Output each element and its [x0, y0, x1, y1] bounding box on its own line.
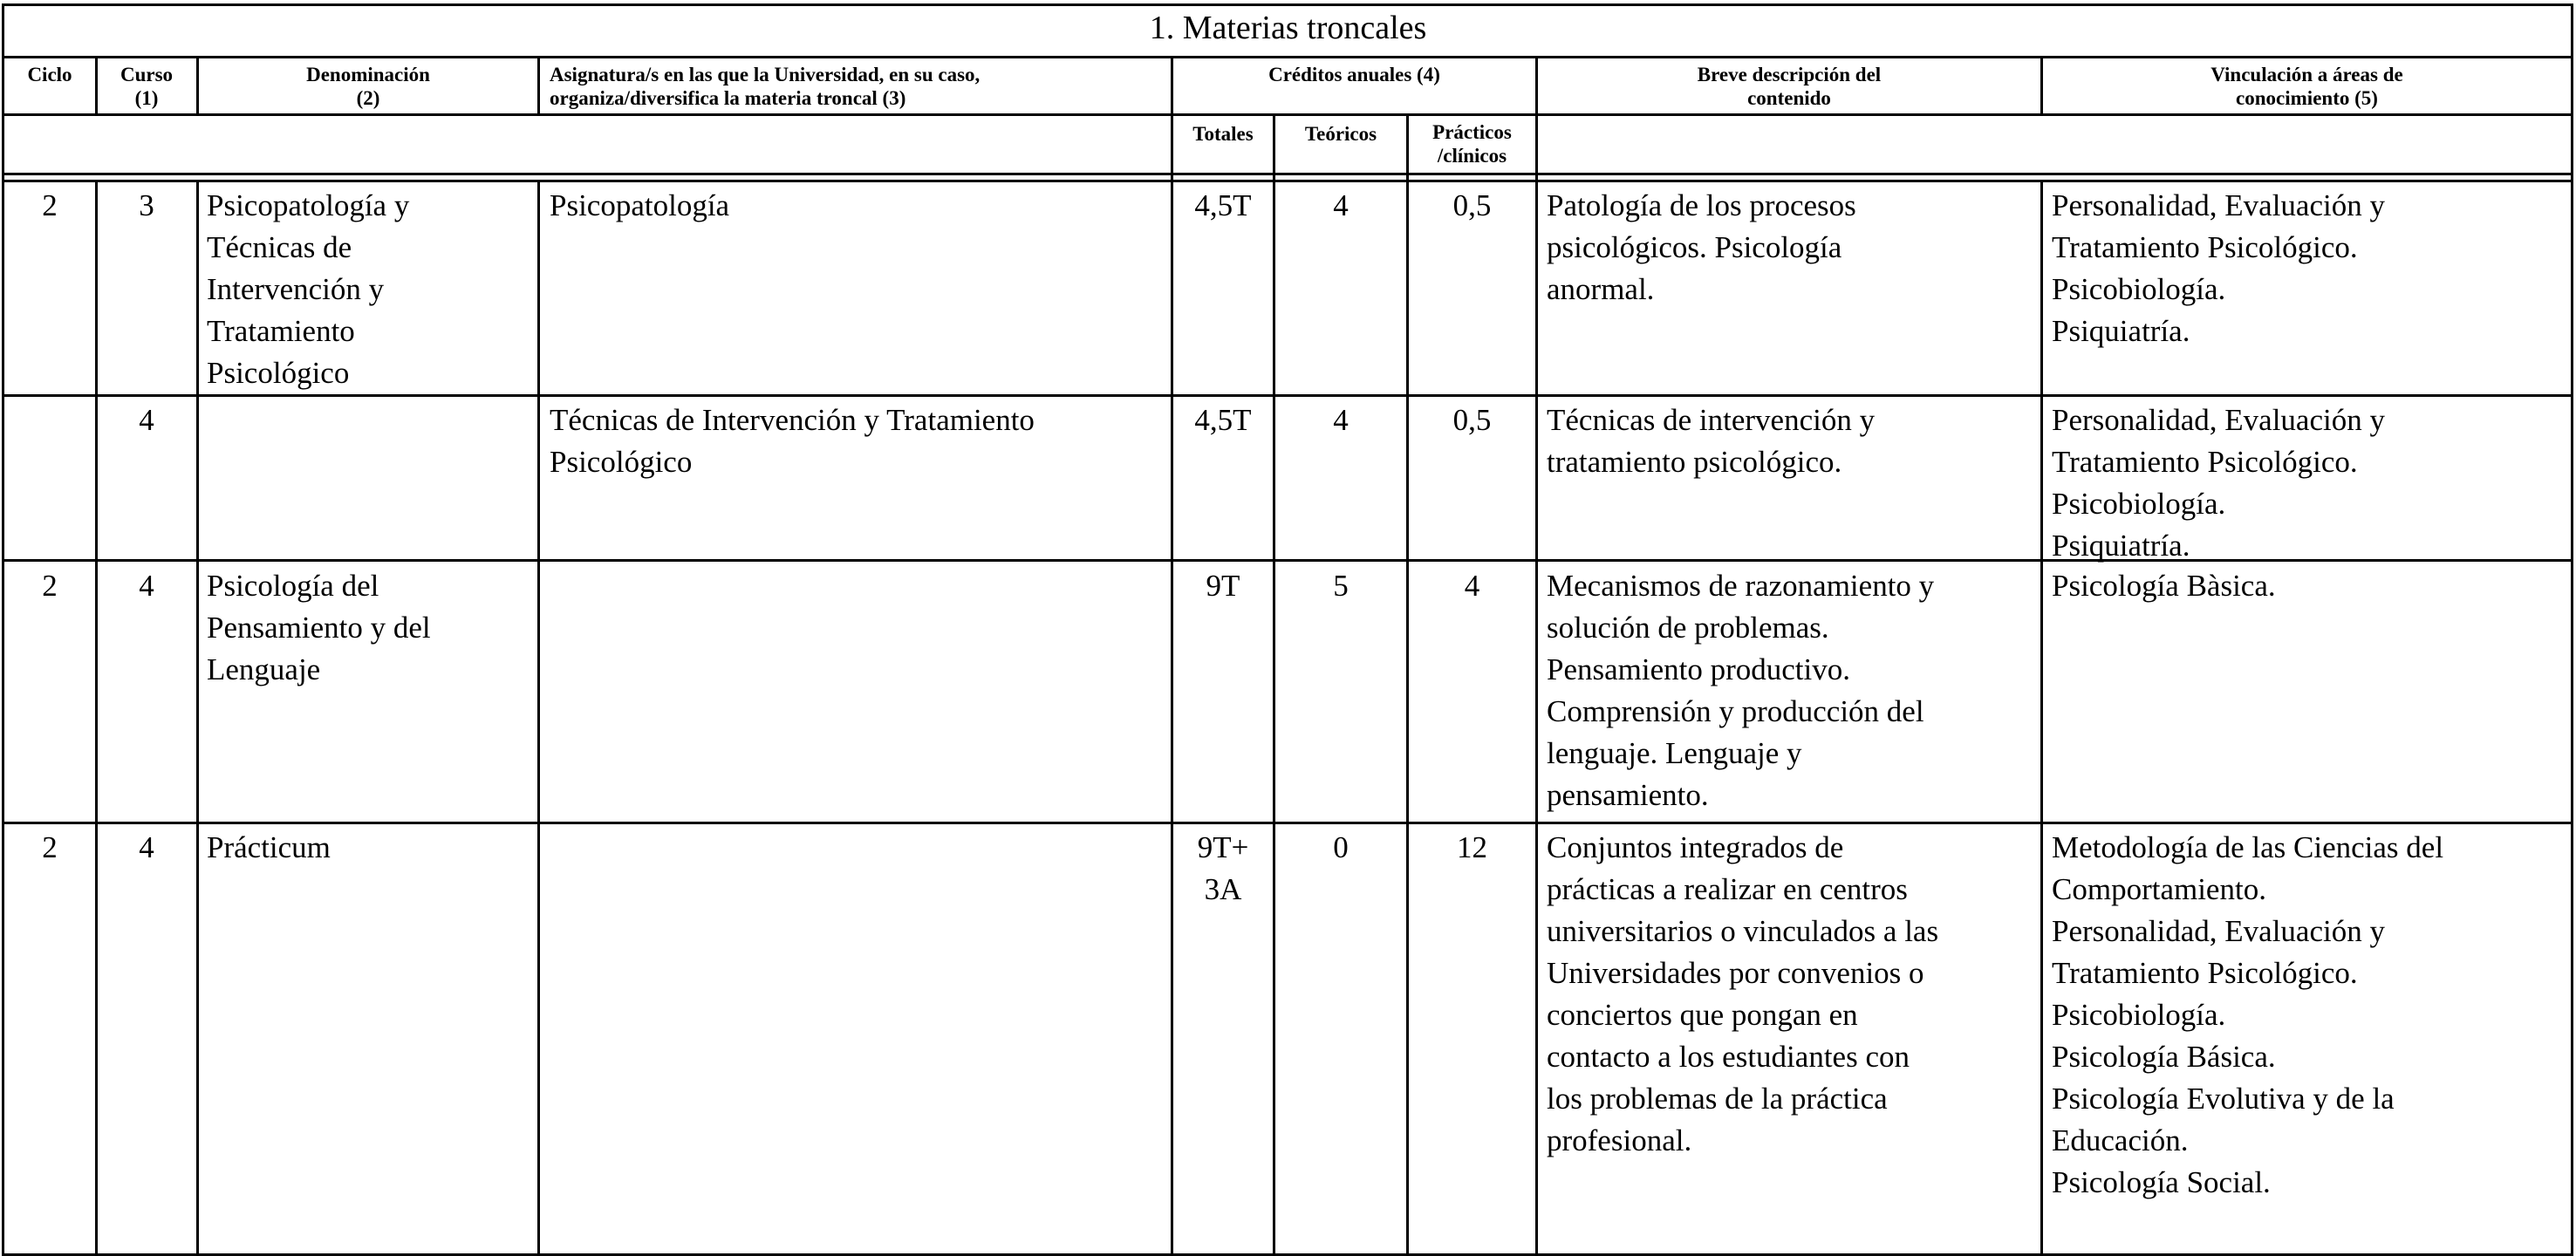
cell-descripcion: Técnicas de intervención y tratamiento psicológico. — [1547, 403, 1876, 479]
cell-descripcion: Conjuntos integrados de prácticas a realizar en centros universitarios o vinculados a las Universidades por convenios o conciertos que pongan en contacto a los estudiantes con los problemas de la práctica profesional. — [1547, 830, 1939, 1157]
cell-practicos: 12 — [1457, 830, 1487, 864]
cell-totales: 9T+ 3A — [1197, 830, 1249, 906]
cell-ciclo: 2 — [42, 569, 58, 603]
header-practicos: Prácticos /clínicos — [1432, 121, 1512, 167]
table-border-right — [2571, 3, 2573, 1256]
cell-vinculacion: Personalidad, Evaluación y Tratamiento Psicológico. Psicobiología. Psiquiatría. — [2052, 188, 2385, 348]
col-rule — [1273, 113, 1275, 1256]
cell-teoricos: 4 — [1333, 188, 1349, 222]
cell-asignatura: Técnicas de Intervención y Tratamiento Psicológico — [550, 403, 1035, 479]
table-rule — [2, 113, 2573, 116]
cell-practicos: 0,5 — [1452, 188, 1492, 222]
header-vinculacion: Vinculación a áreas de conocimiento (5) — [2210, 64, 2403, 109]
table-rule — [2, 394, 2573, 397]
header-teoricos: Teóricos — [1304, 123, 1377, 145]
col-rule — [537, 56, 540, 115]
cell-descripcion: Patología de los procesos psicológicos. Psicología anormal. — [1547, 188, 1856, 306]
cell-asignatura: Psicopatología — [550, 188, 730, 222]
table-rule — [2, 56, 2573, 58]
cell-denominacion: Psicopatología y Técnicas de Intervención y Tratamiento Psicológico — [207, 188, 410, 390]
cell-practicos: 0,5 — [1452, 403, 1492, 437]
col-rule — [537, 180, 540, 1256]
col-rule — [1535, 56, 1538, 1256]
cell-vinculacion: Personalidad, Evaluación y Tratamiento Psicológico. Psicobiología. Psiquiatría. — [2052, 403, 2385, 563]
cell-teoricos: 4 — [1333, 403, 1349, 437]
col-rule — [196, 180, 199, 1256]
table-border-left — [2, 3, 4, 1256]
col-rule — [95, 180, 98, 1256]
cell-curso: 3 — [139, 188, 154, 222]
cell-ciclo: 2 — [42, 188, 58, 222]
header-curso: Curso (1) — [120, 64, 174, 109]
header-asignatura: Asignatura/s en las que la Universidad, en su caso, organiza/diversifica la materia troncal (3) — [550, 64, 981, 109]
cell-denominacion: Prácticum — [207, 830, 331, 864]
cell-teoricos: 0 — [1333, 830, 1349, 864]
cell-denominacion: Psicología del Pensamiento y del Lenguaje — [207, 569, 431, 686]
cell-vinculacion: Metodología de las Ciencias del Comportamiento. Personalidad, Evaluación y Tratamiento Psicológico. Psicobiología. Psicología Básica. Psicología Evolutiva y de la Educación. Psicología Social. — [2052, 830, 2444, 1199]
cell-vinculacion: Psicología Bàsica. — [2052, 569, 2276, 603]
cell-teoricos: 5 — [1333, 569, 1349, 603]
table-rule — [2, 180, 2573, 182]
col-rule — [2040, 180, 2043, 1256]
cell-descripcion: Mecanismos de razonamiento y solución de problemas. Pensamiento productivo. Comprensión y producción del lenguaje. Lenguaje y pensamiento. — [1547, 569, 1935, 812]
table-border-top — [2, 3, 2573, 6]
cell-totales: 9T — [1206, 569, 1240, 603]
cell-totales: 4,5T — [1194, 188, 1252, 222]
table-rule — [2, 173, 2573, 175]
header-descripcion: Breve descripción del contenido — [1697, 64, 1882, 109]
col-rule — [1406, 113, 1409, 1256]
table-rule — [2, 822, 2573, 824]
col-rule — [1171, 56, 1173, 1256]
cell-totales: 4,5T — [1194, 403, 1252, 437]
header-ciclo: Ciclo — [27, 64, 72, 85]
cell-curso: 4 — [139, 403, 154, 437]
header-denominacion: Denominación (2) — [306, 64, 430, 109]
cell-ciclo: 2 — [42, 830, 58, 864]
cell-practicos: 4 — [1464, 569, 1480, 603]
header-totales: Totales — [1192, 123, 1254, 145]
page-title: 1. Materias troncales — [1149, 10, 1427, 46]
header-creditos: Créditos anuales (4) — [1268, 64, 1440, 85]
cell-curso: 4 — [139, 830, 154, 864]
cell-curso: 4 — [139, 569, 154, 603]
